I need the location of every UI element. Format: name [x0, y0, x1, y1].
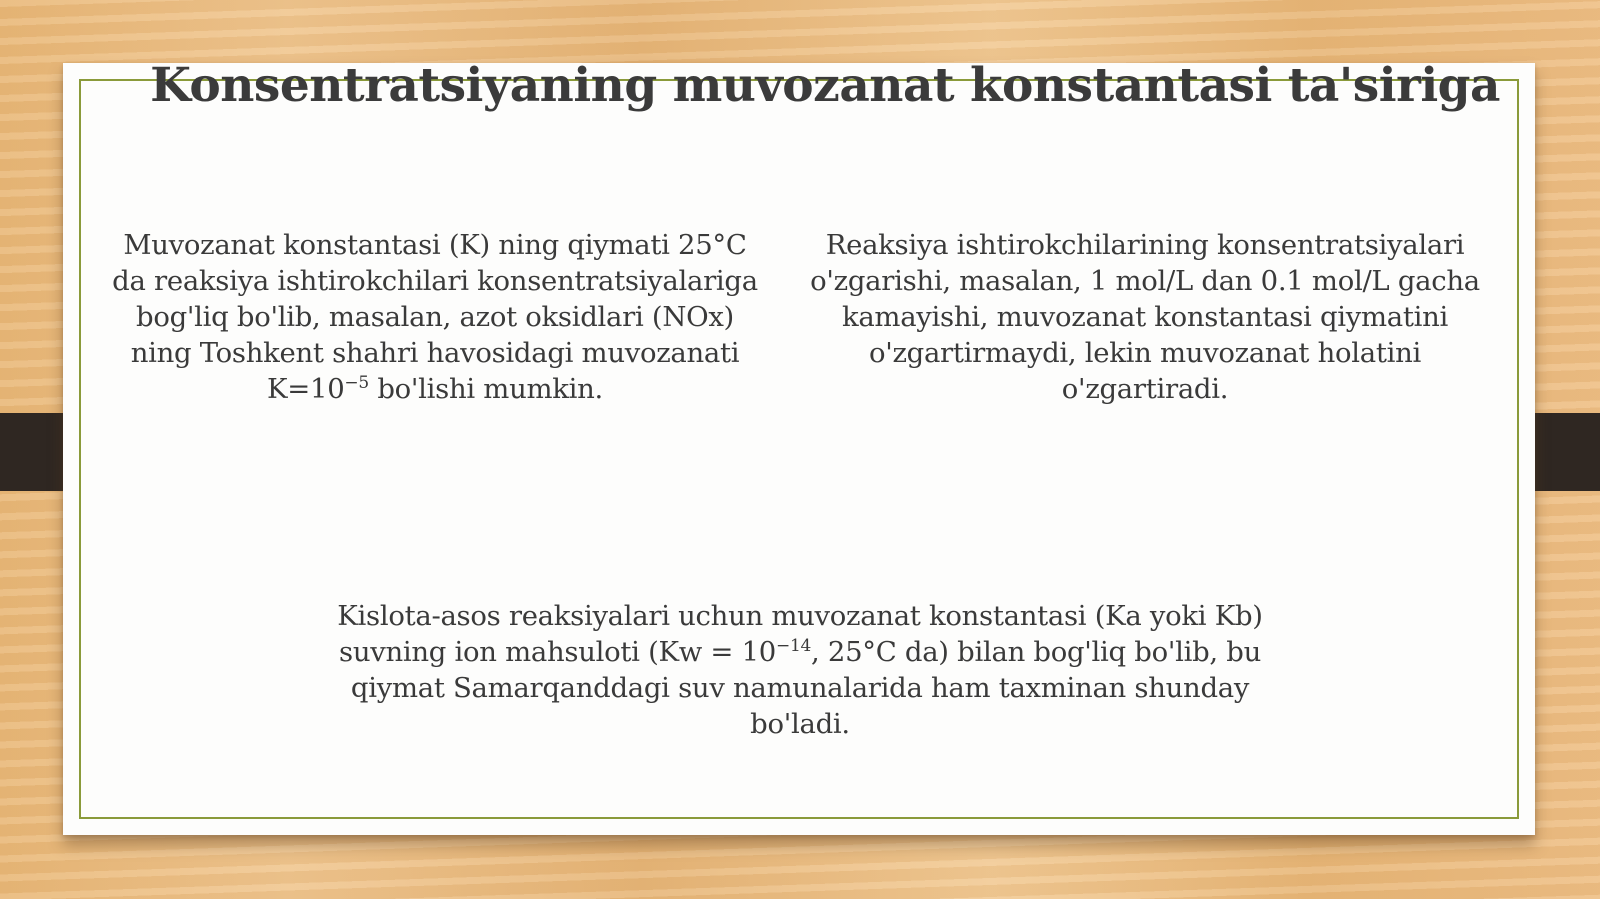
bottom-paragraph-exponent: −14: [776, 636, 811, 656]
left-paragraph-text: Muvozanat konstantasi (K) ning qiymati 25°C da reaksiya ishtirokchilari konsentratsiyalariga bog'liq bo'lib, masalan, azot oksidlari (NOx) ning Toshkent shahri havosidagi muvozanati K=10: [112, 229, 758, 405]
bottom-paragraph-text: Kislota-asos reaksiyalari uchun muvozanat konstantasi (Ka yoki Kb) suvning ion mahsuloti (Kw = 10: [337, 600, 1263, 668]
bottom-paragraph: [300, 598, 1300, 742]
right-paragraph: Reaksiya ishtirokchilarining konsentratsiyalari o'zgarishi, masalan, 1 mol/L dan 0.1 mol/L gacha kamayishi, muvozanat konstantasi qiymatini o'zgartirmaydi, lekin muvozanat holatini o'zgartiradi.: [810, 229, 1480, 405]
left-paragraph-text-end: bo'lishi mumkin.: [368, 373, 603, 405]
left-paragraph: [105, 227, 765, 407]
left-paragraph-exponent: −5: [344, 373, 369, 393]
bottom-paragraph-text-end: , 25°C da) bilan bog'liq bo'lib, bu qiymat Samarqanddagi suv namunalarida ham taxminan shunday bo'ladi.: [350, 636, 1261, 740]
slide-title: Konsentratsiyaning muvozanat konstantasi ta'siriga: [150, 58, 1500, 113]
